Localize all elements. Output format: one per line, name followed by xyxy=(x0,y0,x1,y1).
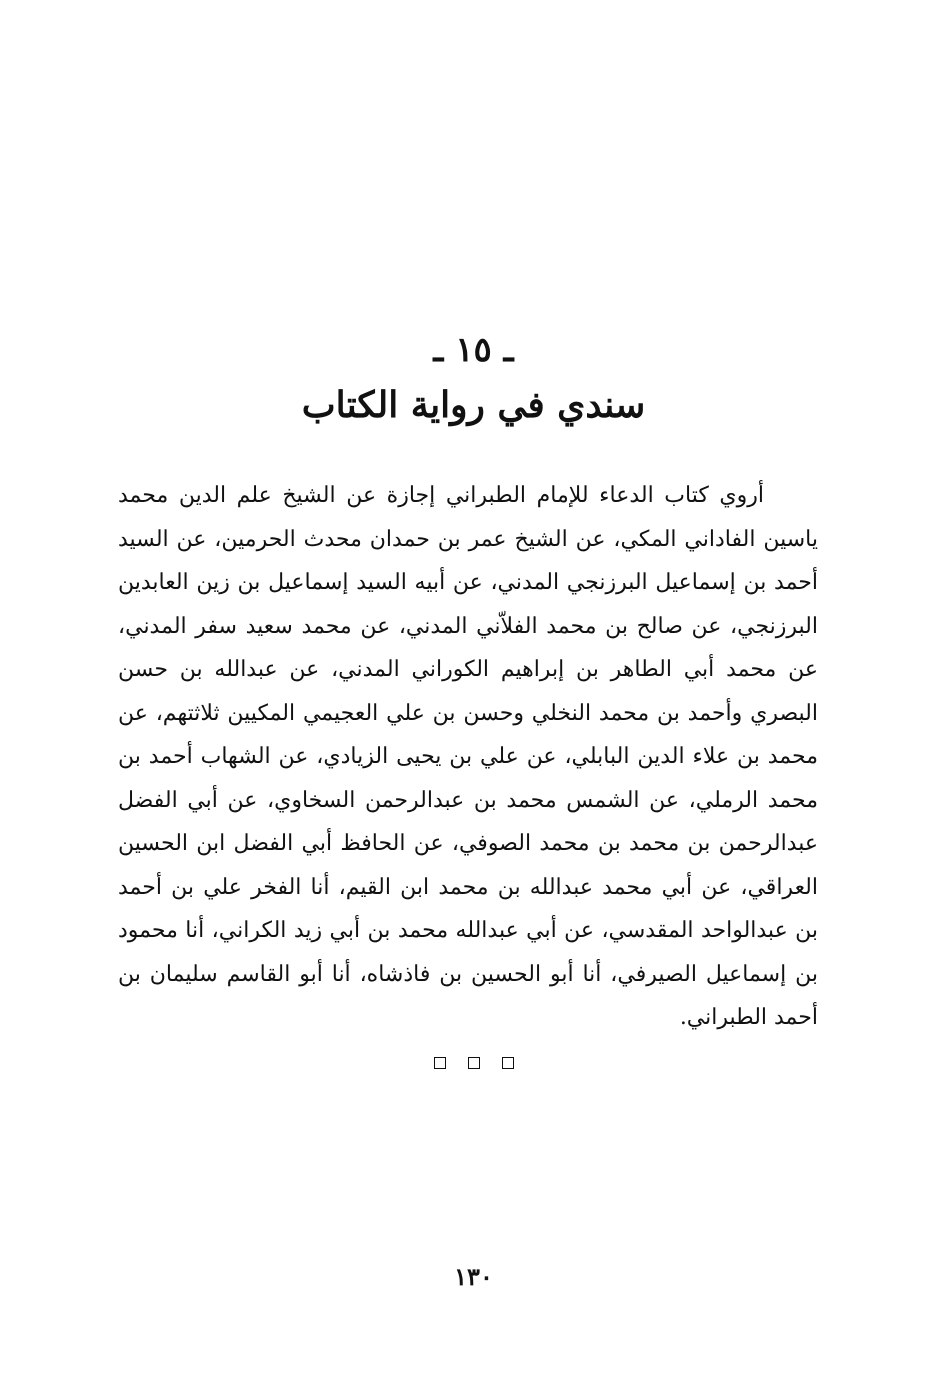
square-outline-icon xyxy=(434,1057,446,1069)
body-text xyxy=(118,474,818,1040)
section-separator xyxy=(0,1057,947,1069)
chapter-number: ـ ١٥ ـ xyxy=(433,330,514,370)
square-outline-icon xyxy=(502,1057,514,1069)
square-outline-icon xyxy=(468,1057,480,1069)
page-number: ١٣٠ xyxy=(454,1262,493,1291)
body-paragraph: أروي كتاب الدعاء للإمام الطبراني إجازة عن الشيخ علم الدين محمد ياسين الفاداني المكي، عن الشيخ عمر بن حمدان محدث الحرمين، عن السيد أحمد بن إسماعيل البرزنجي المدني، عن أبيه السيد إسماعيل بن زين العابدين البرزنجي، عن صالح بن محمد الفلاّني المدني، عن محمد سعيد سفر المدني، عن محمد أبي الطاهر بن إبراهيم الكوراني المدني، عن عبدالله بن حسن البصري وأحمد بن محمد النخلي وحسن بن علي العجيمي المكيين ثلاثتهم، عن محمد بن علاء الدين البابلي، عن علي بن يحيى الزيادي، عن الشهاب أحمد بن محمد الرملي، عن الشمس محمد بن عبدالرحمن السخاوي، عن أبي الفضل عبدالرحمن بن محمد بن محمد الصوفي، عن الحافظ أبي الفضل ابن الحسين العراقي، عن أبي محمد عبدالله بن محمد ابن القيم، أنا الفخر علي بن أحمد بن عبدالواحد المقدسي، عن أبي عبدالله محمد بن أبي زيد الكراني، أنا محمود بن إسماعيل الصيرفي، أنا أبو الحسين بن فاذشاه، أنا أبو القاسم سليمان بن أحمد الطبراني. xyxy=(118,483,818,1030)
chapter-title: سندي في رواية الكتاب xyxy=(301,384,646,426)
